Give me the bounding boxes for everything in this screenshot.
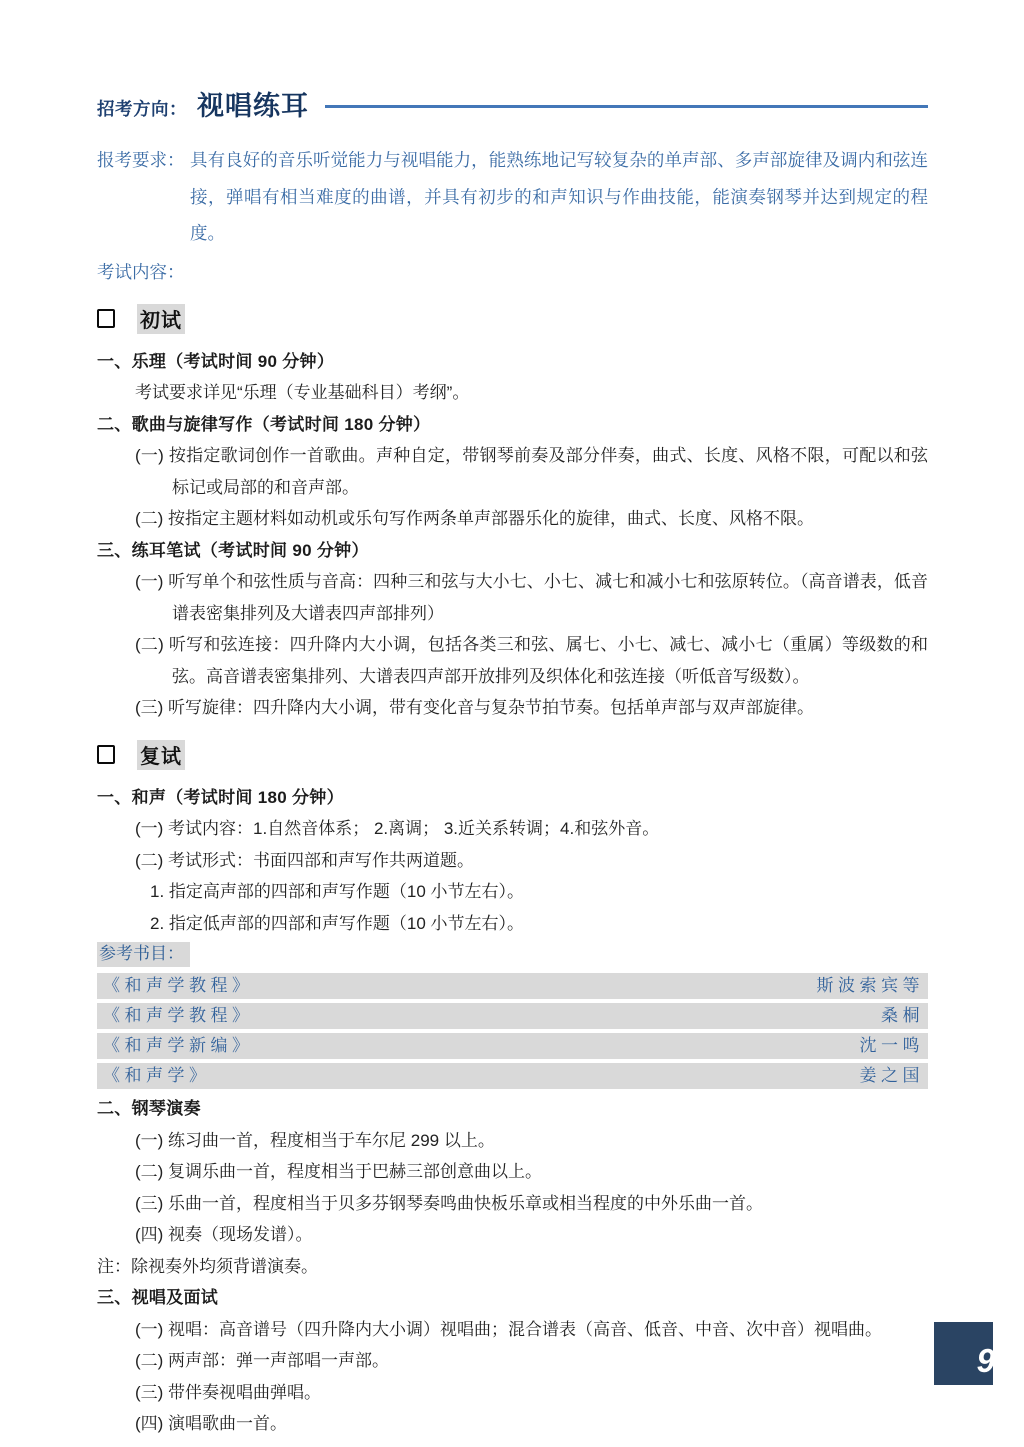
book-title: 《和声学》 <box>103 1066 211 1085</box>
stage2-title: 复试 <box>137 740 185 770</box>
book-row <box>97 973 928 999</box>
book-author: 斯波索宾等 <box>816 976 924 995</box>
book-row <box>97 1033 928 1059</box>
list-item: (一) 考试内容：1.自然音体系； 2.离调； 3.近关系转调；4.和弦外音。 <box>135 819 660 838</box>
list-item: (四) 演唱歌曲一首。 <box>135 1414 288 1433</box>
checkbox-icon <box>97 309 115 328</box>
page-title: 视唱练耳 <box>197 91 309 121</box>
requirements <box>97 142 928 252</box>
section-heading: 一、乐理（考试时间 90 分钟） <box>97 351 335 371</box>
book-title: 《和声学教程》 <box>103 976 254 995</box>
section-heading: 三、视唱及面试 <box>97 1288 219 1307</box>
book-title: 《和声学教程》 <box>103 1006 254 1025</box>
section-heading: 一、和声（考试时间 180 分钟） <box>97 787 344 807</box>
requirements-text: 具有良好的音乐听觉能力与视唱能力，能熟练地记写较复杂的单声部、多声部旋律及调内和弦连接，弹唱有相当难度的曲谱，并具有初步的和声知识与作曲技能，能演奏钢琴并达到规定的程度。 <box>190 150 928 243</box>
content-label: 考试内容： <box>97 261 185 282</box>
section-heading: 二、钢琴演奏 <box>97 1099 201 1118</box>
note-line: 注：除视奏外均须背谱演奏。 <box>97 1256 318 1276</box>
stage1-title: 初试 <box>137 304 185 334</box>
title-rule <box>325 105 928 108</box>
list-item: (三) 乐曲一首，程度相当于贝多芬钢琴奏鸣曲快板乐章或相当程度的中外乐曲一首。 <box>135 1193 764 1213</box>
list-item: (三) 听写旋律：四升降内大小调，带有变化音与复杂节拍节奏。包括单声部与双声部旋律。 <box>135 698 815 717</box>
list-item: (二) 考试形式：书面四部和声写作共两道题。 <box>135 850 475 870</box>
list-item: (一) 按指定歌词创作一首歌曲。声种自定，带钢琴前奏及部分伴奏，曲式、长度、风格不限，可配以和弦标记或局部的和音声部。 <box>135 446 928 497</box>
list-item: 1. 指定高声部的四部和声写作题（10 小节左右）。 <box>150 882 525 901</box>
list-item: (二) 两声部：弹一声部唱一声部。 <box>135 1351 390 1370</box>
page-number: 9 <box>976 1342 995 1379</box>
list-item: (一) 听写单个和弦性质与音高：四种三和弦与大小七、小七、减七和减小七和弦原转位。（高音谱表，低音谱表密集排列及大谱表四声部排列） <box>135 572 928 623</box>
checkbox-icon <box>97 745 115 764</box>
references-label: 参考书目： <box>97 942 190 967</box>
list-item: (一) 练习曲一首，程度相当于车尔尼 299 以上。 <box>135 1130 495 1150</box>
book-author: 桑桐 <box>881 1006 924 1025</box>
page-number-badge <box>934 1322 993 1385</box>
list-item: 2. 指定低声部的四部和声写作题（10 小节左右）。 <box>150 913 525 933</box>
direction-label: 招考方向： <box>97 99 187 119</box>
book-author: 沈一鸣 <box>859 1036 924 1055</box>
list-item: (二) 复调乐曲一首，程度相当于巴赫三部创意曲以上。 <box>135 1162 543 1181</box>
book-title: 《和声学新编》 <box>103 1036 254 1055</box>
list-item: (一) 视唱：高音谱号（四升降内大小调）视唱曲；混合谱表（高音、低音、中音、次中音）视唱曲。 <box>135 1319 883 1339</box>
requirements-label: 报考要求： <box>97 150 185 170</box>
page-header <box>97 84 928 123</box>
list-item: (二) 听写和弦连接：四升降内大小调，包括各类三和弦、属七、小七、减七、减小七（重属）等级数的和弦。高音谱表密集排列、大谱表四声部开放排列及织体化和弦连接（听低音写级数）。 <box>135 635 928 686</box>
book-row <box>97 1003 928 1029</box>
stage1-header <box>97 304 928 334</box>
list-item: (二) 按指定主题材料如动机或乐句写作两条单声部器乐化的旋律，曲式、长度、风格不限。 <box>135 509 815 528</box>
book-row <box>97 1063 928 1089</box>
stage2-header <box>97 740 928 770</box>
list-item: (三) 带伴奏视唱曲弹唱。 <box>135 1382 322 1402</box>
section-heading: 三、练耳笔试（考试时间 90 分钟） <box>97 540 369 560</box>
list-item: (四) 视奏（现场发谱）。 <box>135 1225 313 1244</box>
references <box>97 942 928 1089</box>
content-line: 考试要求详见“乐理（专业基础科目）考纲”。 <box>135 383 470 402</box>
section-heading: 二、歌曲与旋律写作（考试时间 180 分钟） <box>97 414 431 434</box>
book-author: 姜之国 <box>859 1066 924 1085</box>
